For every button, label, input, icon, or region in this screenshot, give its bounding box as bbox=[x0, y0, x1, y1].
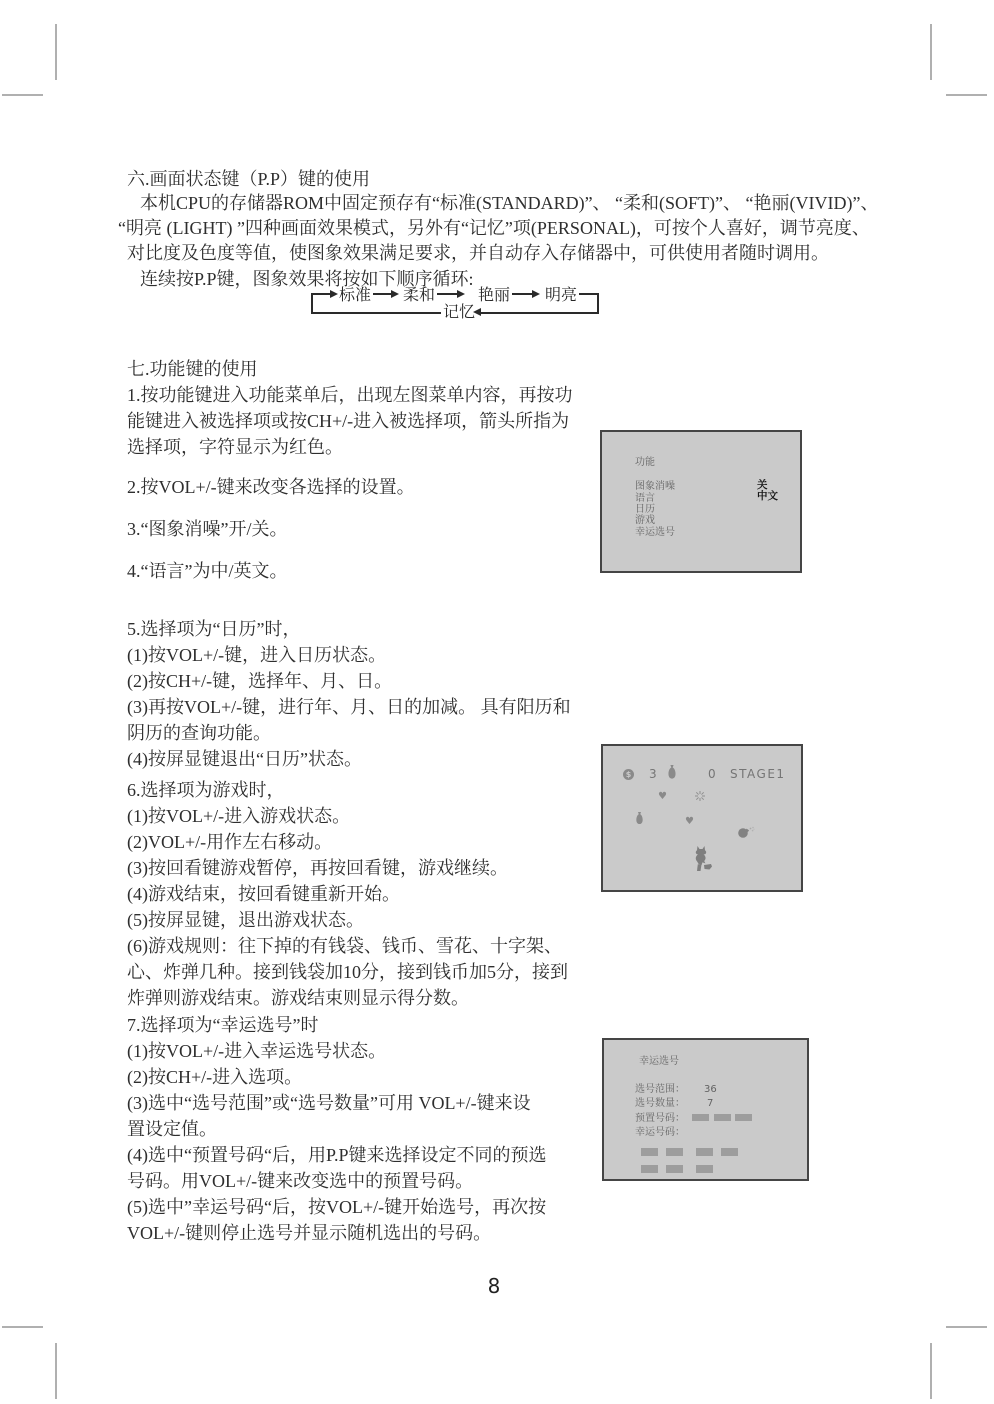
text-line: (3)选中“选号范围”或“选号数量”可用 VOL+/-键来设 bbox=[127, 1093, 531, 1113]
text-line: 7.选择项为“幸运选号”时 bbox=[127, 1015, 319, 1035]
osd-game-screen bbox=[601, 744, 803, 892]
text-line: 号码。用VOL+/-键来改变选中的预置号码。 bbox=[127, 1171, 474, 1191]
number-placeholder-block bbox=[714, 1114, 731, 1121]
text-line: 对比度及色度等值，使图象效果满足要求，并自动存入存储器中，可供使用者随时调用。 bbox=[127, 243, 829, 263]
text-line: 1.按功能键进入功能菜单后，出现左图菜单内容，再按功 bbox=[127, 385, 573, 405]
text-line: (2)按CH+/-键，选择年、月、日。 bbox=[127, 671, 393, 691]
number-placeholder-block bbox=[696, 1165, 713, 1173]
text-line: 置设定值。 bbox=[127, 1119, 217, 1139]
number-placeholder-block bbox=[696, 1148, 713, 1156]
osd-menu-value-chinese: 中文 bbox=[757, 490, 778, 502]
diagram-line bbox=[311, 312, 441, 314]
text-line: 连续按P.P键，图象效果将按如下顺序循环: bbox=[140, 269, 474, 289]
crop-mark-top-left-h bbox=[2, 94, 43, 96]
section7-item5 bbox=[127, 616, 571, 772]
number-placeholder-block bbox=[666, 1148, 683, 1156]
cycle-node-soft: 柔和 bbox=[403, 287, 436, 304]
text-line: (5)选中”幸运号码“后，按VOL+/-键开始选号，再次按 bbox=[127, 1197, 547, 1217]
text-line: (4)游戏结束，按回看键重新开始。 bbox=[127, 884, 400, 904]
diagram-line bbox=[481, 312, 599, 314]
crop-mark-bottom-right-h bbox=[946, 1326, 987, 1328]
diagram-line bbox=[597, 293, 599, 313]
crop-mark-bottom-left-v bbox=[55, 1343, 57, 1399]
text-line: (5)按屏显键，退出游戏状态。 bbox=[127, 910, 364, 930]
arrow-right-icon bbox=[330, 290, 338, 298]
game-score: 0 bbox=[708, 767, 716, 781]
osd-menu-value-off: 关 bbox=[757, 479, 768, 491]
crop-mark-top-left-v bbox=[55, 24, 57, 80]
pp-cycle-diagram bbox=[305, 285, 605, 331]
arrow-left-icon bbox=[473, 308, 481, 316]
section7-heading bbox=[127, 356, 258, 382]
diagram-line bbox=[512, 293, 532, 295]
osd-menu-item-noise-reduction: 图象消噪 bbox=[635, 481, 675, 492]
snowflake-icon bbox=[695, 791, 705, 801]
number-placeholder-block bbox=[735, 1114, 752, 1121]
lucky-range-value: 36 bbox=[704, 1084, 717, 1095]
number-placeholder-block bbox=[721, 1148, 738, 1156]
game-stage-label: STAGE1 bbox=[730, 767, 786, 781]
crop-mark-bottom-left-h bbox=[2, 1326, 43, 1328]
text-line: 5.选择项为“日历”时， bbox=[127, 619, 301, 639]
section7-item2 bbox=[127, 474, 415, 500]
text-line: 3.“图象消噪”开/关。 bbox=[127, 519, 288, 539]
section6-heading bbox=[127, 166, 370, 192]
osd-menu-item-game: 游戏 bbox=[635, 515, 655, 526]
money-bag-icon bbox=[667, 765, 677, 779]
coin-icon: $ bbox=[623, 769, 634, 780]
text-line: “明亮 (LIGHT) ”四种画面效果模式，另外有“记忆”项(PERSONAL)，可按个人喜好，调节亮度、 bbox=[118, 218, 870, 238]
text-line: 4.“语言”为中/英文。 bbox=[127, 561, 288, 581]
lucky-preset-label: 预置号码： bbox=[635, 1113, 685, 1124]
player-cat-icon bbox=[691, 846, 713, 871]
text-line: 6.选择项为游戏时， bbox=[127, 780, 285, 800]
arrow-right-icon bbox=[532, 290, 540, 298]
lucky-count-value: 7 bbox=[707, 1098, 714, 1109]
text-line: (3)按回看键游戏暂停，再按回看键，游戏继续。 bbox=[127, 858, 508, 878]
diagram-line bbox=[437, 293, 457, 295]
game-coin-count: 3 bbox=[649, 767, 657, 781]
number-placeholder-block bbox=[692, 1114, 709, 1121]
osd-menu-item-calendar: 日历 bbox=[635, 504, 655, 515]
section7-item3 bbox=[127, 516, 287, 542]
text-line: 心、炸弹几种。接到钱袋加10分，接到钱币加5分，接到 bbox=[127, 962, 568, 982]
crop-mark-bottom-right-v bbox=[930, 1343, 932, 1399]
crop-mark-top-right-h bbox=[946, 94, 987, 96]
section6-paragraph bbox=[118, 191, 879, 266]
text-line: (4)按屏显键退出“日历”状态。 bbox=[127, 749, 362, 769]
diagram-line bbox=[311, 294, 313, 313]
section7-item7 bbox=[127, 1012, 547, 1246]
cycle-node-light: 明亮 bbox=[545, 287, 578, 304]
text-line: (1)按VOL+/-键，进入日历状态。 bbox=[127, 645, 387, 665]
text-line: 炸弹则游戏结束。游戏结束则显示得分数。 bbox=[127, 988, 469, 1008]
lucky-count-label: 选号数量： bbox=[635, 1098, 685, 1109]
osd-lucky-number-screen bbox=[602, 1038, 809, 1181]
text-line: (3)再按VOL+/-键，进行年、月、日的加减。 具有阳历和 bbox=[127, 697, 571, 717]
diagram-line bbox=[579, 293, 599, 295]
section7-item4 bbox=[127, 558, 287, 584]
text-line: 阴历的查询功能。 bbox=[127, 723, 271, 743]
section7-item6 bbox=[127, 777, 568, 1011]
text-line: VOL+/-键则停止选号并显示随机选出的号码。 bbox=[127, 1223, 492, 1243]
text-line: 2.按VOL+/-键来改变各选择的设置。 bbox=[127, 477, 415, 497]
text-line: (2)VOL+/-用作左右移动。 bbox=[127, 832, 333, 852]
text-line: 能键进入被选择项或按CH+/-进入被选择项，箭头所指为 bbox=[127, 411, 570, 431]
number-placeholder-block bbox=[666, 1165, 683, 1173]
cycle-node-vivid: 艳丽 bbox=[478, 287, 511, 304]
lucky-range-label: 选号范围： bbox=[635, 1084, 685, 1095]
osd-function-menu-screen bbox=[600, 430, 802, 573]
diagram-line bbox=[311, 293, 330, 295]
text-line: (2)按CH+/-进入选项。 bbox=[127, 1067, 303, 1087]
heart-icon: ♥ bbox=[658, 791, 667, 802]
arrow-right-icon bbox=[391, 290, 399, 298]
text-line: (1)按VOL+/-进入游戏状态。 bbox=[127, 806, 351, 826]
section7-item1 bbox=[127, 382, 573, 460]
heading-text: 六.画面状态键（P.P）键的使用 bbox=[127, 169, 371, 189]
heart-icon: ♥ bbox=[685, 816, 694, 827]
bomb-icon bbox=[738, 826, 755, 838]
cycle-node-memory: 记忆 bbox=[443, 304, 476, 321]
text-line: 选择项，字符显示为红色。 bbox=[127, 437, 343, 457]
heading-text: 七.功能键的使用 bbox=[127, 359, 258, 379]
page-number: 8 bbox=[487, 1274, 501, 1298]
text-line: (1)按VOL+/-进入幸运选号状态。 bbox=[127, 1041, 387, 1061]
number-placeholder-block bbox=[641, 1165, 658, 1173]
arrow-right-icon bbox=[457, 290, 465, 298]
osd-menu-item-lucky-number: 幸运选号 bbox=[635, 527, 675, 538]
osd-lucky-title: 幸运选号 bbox=[639, 1056, 679, 1067]
money-bag-icon bbox=[635, 812, 644, 824]
text-line: (6)游戏规则：往下掉的有钱袋、钱币、雪花、十字架、 bbox=[127, 936, 562, 956]
number-placeholder-block bbox=[641, 1148, 658, 1156]
crop-mark-top-right-v bbox=[930, 24, 932, 80]
cycle-node-standard: 标准 bbox=[339, 287, 372, 304]
text-line: (4)选中“预置号码“后，用P.P键来选择设定不同的预选 bbox=[127, 1145, 547, 1165]
osd-menu-item-language: 语言 bbox=[635, 493, 655, 504]
text-line: 本机CPU的存储器ROM中固定预存有“标准(STANDARD)”、 “柔和(SOFT)”、 “艳丽(VIVID)”、 bbox=[140, 193, 879, 213]
diagram-line bbox=[373, 293, 391, 295]
osd-menu-title: 功能 bbox=[635, 457, 655, 468]
lucky-number-label: 幸运号码： bbox=[635, 1127, 685, 1138]
